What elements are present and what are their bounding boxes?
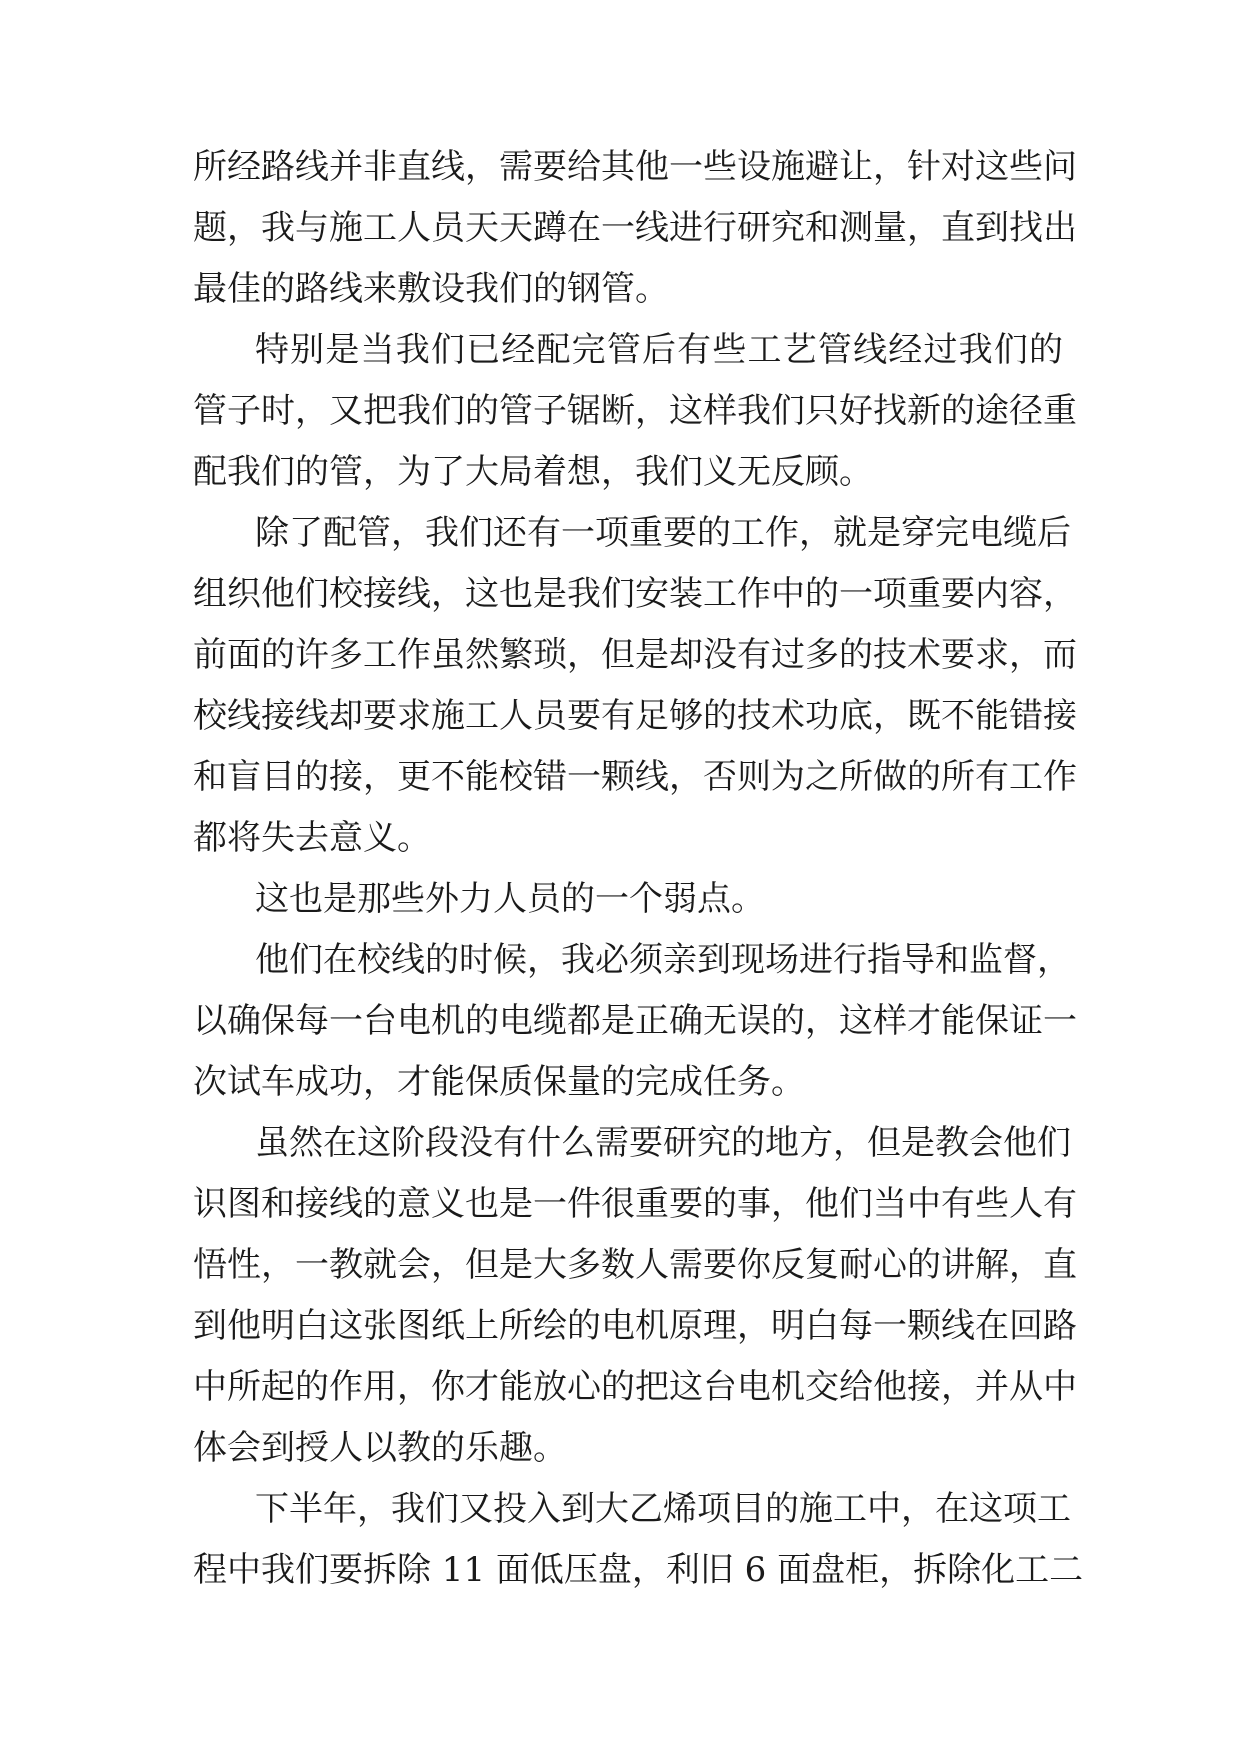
text-line: 体会到授人以教的乐趣。	[193, 1428, 567, 1468]
text-line: 都将失去意义。	[193, 818, 431, 858]
text-line: 悟性，一教就会，但是大多数人需要你反复耐心的讲解，直	[193, 1245, 1077, 1285]
text-line: 以确保每一台电机的电缆都是正确无误的，这样才能保证一	[193, 1001, 1077, 1041]
text-line: 除了配管，我们还有一项重要的工作，就是穿完电缆后	[255, 513, 1071, 553]
text-line: 组织他们校接线，这也是我们安装工作中的一项重要内容，	[193, 574, 1077, 614]
text-line: 管子时，又把我们的管子锯断，这样我们只好找新的途径重	[193, 391, 1077, 431]
text-line: 下半年，我们又投入到大乙烯项目的施工中，在这项工	[255, 1489, 1071, 1529]
text-line: 中所起的作用，你才能放心的把这台电机交给他接，并从中	[193, 1367, 1077, 1407]
text-line: 和盲目的接，更不能校错一颗线，否则为之所做的所有工作	[193, 757, 1077, 797]
text-line: 所经路线并非直线，需要给其他一些设施避让，针对这些问	[193, 147, 1077, 187]
text-line: 题，我与施工人员天天蹲在一线进行研究和测量，直到找出	[193, 208, 1077, 248]
text-line: 虽然在这阶段没有什么需要研究的地方，但是教会他们	[255, 1123, 1071, 1163]
text-line: 程中我们要拆除 11 面低压盘，利旧 6 面盘柜，拆除化工二	[193, 1550, 1084, 1590]
text-line: 最佳的路线来敷设我们的钢管。	[193, 269, 669, 309]
text-line: 他们在校线的时候，我必须亲到现场进行指导和监督，	[255, 940, 1071, 980]
text-line: 前面的许多工作虽然繁琐，但是却没有过多的技术要求，而	[193, 635, 1077, 675]
text-line: 校线接线却要求施工人员要有足够的技术功底，既不能错接	[193, 696, 1077, 736]
text-line: 识图和接线的意义也是一件很重要的事，他们当中有些人有	[193, 1184, 1077, 1224]
text-line: 次试车成功，才能保质保量的完成任务。	[193, 1062, 805, 1102]
text-line: 特别是当我们已经配完管后有些工艺管线经过我们的	[255, 330, 1063, 370]
text-line: 到他明白这张图纸上所绘的电机原理，明白每一颗线在回路	[193, 1306, 1077, 1346]
text-line: 配我们的管，为了大局着想，我们义无反顾。	[193, 452, 873, 492]
text-line: 这也是那些外力人员的一个弱点。	[255, 879, 765, 919]
